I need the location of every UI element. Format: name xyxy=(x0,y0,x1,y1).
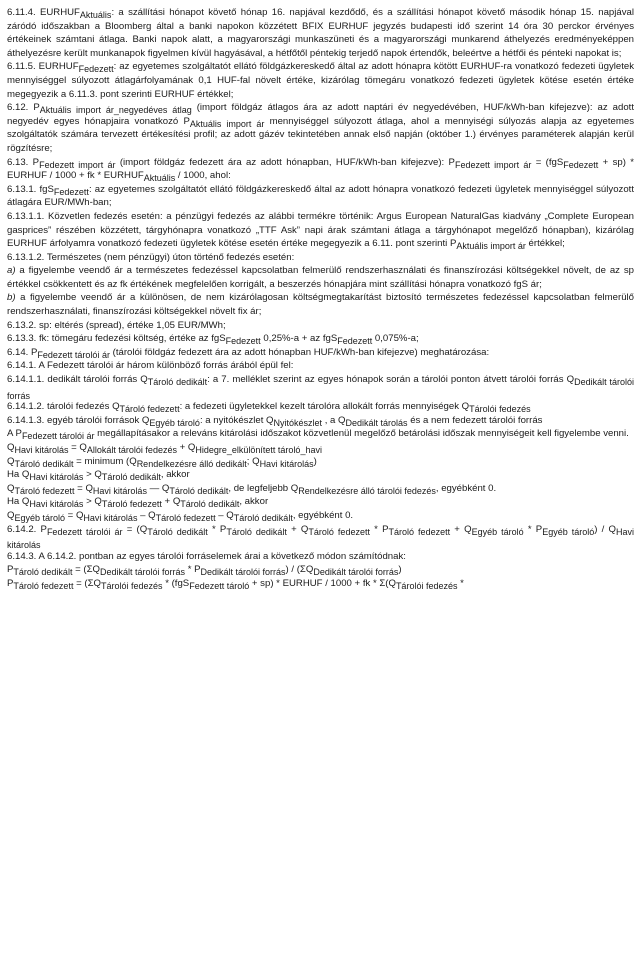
paragraph-6-14: 6.14. $P_{Fedezett tárolói ár}$ (tárolói földgáz fedezett ára az adott hónapban HUF/kWh-ban kifejezve) meghatározása: xyxy=(7,346,490,360)
paragraph-6-14-2: 6.14.2. $P_{Fedezett tárolói ár} = (Q_{Tároló dedikált} * P_{Tároló dedikált} + Q_{Tároló fedezett} * P_{Tároló fedezett} + Q_{Egyéb tároló} * P_{Egyéb tároló}) / Q_{Havi kitárolás}$ xyxy=(7,523,635,551)
paragraph-6-13-3: 6.13.3. fk: tömegáru fedezési költség, értéke az fgS$_{Fedezett}$ 0,25%-a + az fgS$_{Fedezett}$ 0,075%-a; xyxy=(7,333,419,347)
paragraph-6-14-1-2: 6.14.1.2. tárolói fedezés $Q_{Tároló fedezett}$: a fedezeti ügyletekkel kezelt tárolóra allokált forrás mennyiségek $Q_{Tárolói fedezés}$ xyxy=(7,401,531,415)
formula-egyeb-taroló: $Q_{Egyéb tároló} = Q_{Havi kitárolás} - Q_{Tároló fedezett} - Q_{Tároló dedikált}$, egyébként 0. xyxy=(7,509,354,523)
paragraph-6-13-1-2: 6.13.1.2. Természetes (nem pénzügyi) úton történő fedezés esetén: xyxy=(7,251,295,263)
paragraph-6-14-1-1: 6.14.1.1. dedikált tárolói forrás $Q_{Tároló dedikált}$: a 7. melléklet szerint az egyes hónapok során a tárolói ponton átvett tárolói forrás $Q_{Dedikált tárolói forrás}$ xyxy=(7,374,634,401)
formula-havi-kitarolas: $Q_{Havi kitárolás} = Q_{Allokált tárolói fedezés} + Q_{Hidegre\_elkülönített tároló\_havi}$ xyxy=(7,442,322,455)
paragraph-6-14-1-3: 6.14.1.3. egyéb tárolói források $Q_{Egyéb tároló}$: a nyitókészlet $Q_{Nyitókészlet}$ , a $Q_{Dedikált tárolás}$ és a nem fedezett tárolói forrás xyxy=(7,414,543,428)
paragraph-6-11-4: 6.11.4. $EURHUF_{Aktuális}$: a szállítási hónapot követő hónap 16. napjával kezdődő, és a szállítási hónapot követő második hónap 15. napjával záródó időszakban a Bloomberg által a banki napokon közzétett BFIX EURHUF jegyzés budapesti idő szerint 14 óra 30 perckor érvényes értékeinek számtani átlaga. Banki napok alatt, a magyarországi munkaszüneti és a magyarországi munkarend áthelyezés eredményeképpen áthelyezésre került munkanapok figyelmen kívül hagyásával, a hétfőtől péntekig terjedő napok értendők, beleértve a hétfői és pénteki napokat is; xyxy=(7,7,634,59)
paragraph-item-b: b) a figyelembe veendő ár a különösen, de nem kizárólagosan költségmegtakarítást biztosító természetes fedezéssel kapcsolatban felmerülő rendszerhasználati, finanszírozási költségekkel növelt fix ár; xyxy=(7,292,634,318)
paragraph-6-14-3: 6.14.3. A 6.14.2. pontban az egyes tárolói forráselemek árai a következő módon számítódnak: xyxy=(7,550,406,562)
formula-p-taroló-fedezett: $P_{Tároló fedezett} = (\Sigma Q_{Tárolói fedezés} * (fgS_{Fedezett tároló} + sp)$ * EURHUF / 1000 + fk * $\Sigma(Q_{Tárolói fedezés}$ * xyxy=(7,577,464,591)
paragraph-6-13-1-1: 6.13.1.1. Közvetlen fedezés esetén: a pénzügyi fedezés az alábbi termékre történik: Argus European NaturalGas kiadvány „Complete European gasprices” részében közzétett, tárgyhónapra vonatkozó „TTF Ask” napi árak számtani átlaga a tárgyhónapot megelőző hónapban), kizárólag EURHUF árfolyamra vonatkozó fedezeti ügyletek kötése esetén értéke megegyezik a 6.11. pont szerinti $P_{Aktuális import ár}$ értékkel; xyxy=(7,210,634,252)
paragraph-item-a: a) a figyelembe veendő ár a természetes fedezéssel kapcsolatban felmerülő rendszerhasználati és finanszírozási költségekkel növelt, de az sp értékkel csökkentett és az fk értékének megfelelően korrigált, a beszerzés hónapjára mint szállítási hónapra vonatkozó fgS ár; xyxy=(7,265,634,290)
paragraph-storage-period-note: A $P_{Fedezett tárolói ár}$ megállapításakor a releváns kitárolási időszakot közvetlenül megelőző betárolási időszak mennyiségeit kell figyelembe venni. xyxy=(7,428,629,442)
paragraph-6-11-5: 6.11.5. $EURHUF_{Fedezett}$: az egyetemes szolgáltatót ellátó földgázkereskedő által az adott hónapra kötött EURHUF-ra vonatkozó fedezeti ügyletek mennyiséggel súlyozott átlagárfolyamának 0,1 HUF-fal növelt értéke, kizárólag tömegáru vonatkozó fedezeti ügyletek kötése esetén értéke megegyezik a 6.11.3. pont szerinti EURHUF értékkel; xyxy=(7,61,635,100)
paragraph-6-14-1: 6.14.1. A Fedezett tárolói ár három különböző forrás árából épül fel: xyxy=(7,360,294,372)
paragraph-6-12: 6.12. $P_{Aktuális import ár\_negyedéves átlag}$ (import földgáz átlagos ára az adott naptári év negyedévében, HUF/kWh-ban kifejezve): az adott negyedév egyes hónapjaira vonatkozó $P_{Aktuális import ár}$ mennyiséggel súlyozott átlaga, ahol a mennyiségi súlyozás alapja az egyetemes szolgáltatók számára tervezett értékesítési profil; az adott gázév tekintetében annak első napján (október 1.) érvényes paraméterek alapján kerül rögzítésre; xyxy=(7,102,635,154)
condition-1: Ha $Q_{Havi kitárolás} > Q_{Tároló dedikált}$, akkor xyxy=(7,469,190,483)
condition-2: Ha $Q_{Havi kitárolás} > Q_{Tároló fedezett} + Q_{Tároló dedikált}$, akkor xyxy=(7,496,269,510)
formula-taroló-fedezett: $Q_{Tároló fedezett} = Q_{Havi kitárolás}$ — $Q_{Tároló dedikált}$, de legfeljebb $Q_{Rendelkezésre álló tárolói fedezés}$, egyébként 0. xyxy=(7,482,497,496)
formula-p-taroló-dedikalt: $P_{Tároló dedikált} = (\Sigma Q_{Dedikált tárolói forrás} * P_{Dedikált tárolói forrás}) / (\Sigma Q_{Dedikált tárolói forrás})$ xyxy=(7,564,402,578)
formula-taroló-dedikalt: $Q_{Tároló dedikált}$ = minimum ($Q_{Rendelkezésre álló dedikált}$; $Q_{Havi kitárolás}$) xyxy=(7,455,317,469)
paragraph-6-13-2: 6.13.2. sp: eltérés (spread), értéke 1,05 EUR/MWh; xyxy=(7,319,226,331)
paragraph-6-13: 6.13. $P_{Fedezett import ár}$ (import földgáz fedezett ára az adott hónapban, HUF/kWh-ban kifejezve): $P_{Fedezett import ár} = (fgS_{Fedezett} + sp)$ * EURHUF / 1000 + fk * $EURHUF_{Aktuális} / 1000$, ahol: xyxy=(7,156,635,184)
paragraph-6-13-1: 6.13.1. fgS$_{Fedezett}$: az egyetemes szolgáltatót ellátó földgázkereskedő által az adott hónapra vonatkozó fedezeti ügyletek mennyiséggel súlyozott átlagára EUR/MWh-ban; xyxy=(7,183,634,209)
